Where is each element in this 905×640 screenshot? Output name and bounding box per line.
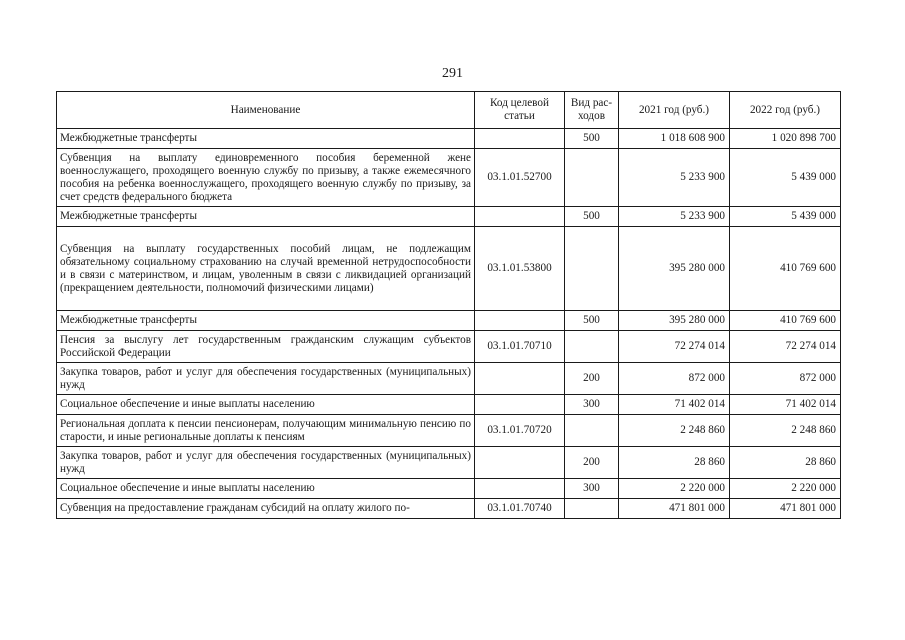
row-2021: 5 233 900 [619,149,730,207]
row-code [475,395,565,415]
row-type [565,227,619,311]
table-row [57,149,841,207]
table-row [57,331,841,363]
row-2022: 5 439 000 [730,149,841,207]
row-2021: 72 274 014 [619,331,730,363]
table-row [57,363,841,395]
row-name: Пенсия за выслугу лет государственным гражданским служащим субъектов Российской Федерации [57,331,475,363]
row-code [475,479,565,499]
table-row [57,395,841,415]
row-name: Закупка товаров, работ и услуг для обеспечения государственных (муниципальных) нужд [57,363,475,395]
table-row [57,499,841,519]
row-2021: 471 801 000 [619,499,730,519]
table-header-row [57,92,841,129]
row-2021: 28 860 [619,447,730,479]
table-row [57,227,841,311]
header-name: Наименование [57,92,475,129]
row-type: 300 [565,479,619,499]
table-row [57,447,841,479]
row-2022: 410 769 600 [730,311,841,331]
budget-table [56,91,841,519]
row-code [475,447,565,479]
row-name: Региональная доплата к пенсии пенсионерам, получающим минимальную пенсию по старости, и иные региональные доплаты к пенсиям [57,415,475,447]
row-code: 03.1.01.70720 [475,415,565,447]
table-row [57,129,841,149]
row-name: Субвенция на предоставление гражданам субсидий на оплату жилого по- [57,499,475,519]
row-type: 200 [565,447,619,479]
header-2021: 2021 год (руб.) [619,92,730,129]
row-name: Межбюджетные трансферты [57,311,475,331]
row-type [565,331,619,363]
row-2022: 1 020 898 700 [730,129,841,149]
row-name: Социальное обеспечение и иные выплаты населению [57,479,475,499]
row-code [475,207,565,227]
row-2022: 2 248 860 [730,415,841,447]
row-type: 300 [565,395,619,415]
row-2021: 5 233 900 [619,207,730,227]
row-2021: 71 402 014 [619,395,730,415]
row-2022: 410 769 600 [730,227,841,311]
row-code [475,363,565,395]
row-name: Субвенция на выплату единовременного пособия беременной жене военнослужащего, проходящего военную службу по призыву, а также ежемесячного пособия на ребенка военнослужащего, проходящего военную службу по призыву, за счет средств федерального бюджета [57,149,475,207]
row-2022: 2 220 000 [730,479,841,499]
row-2021: 1 018 608 900 [619,129,730,149]
row-2022: 72 274 014 [730,331,841,363]
row-type: 500 [565,311,619,331]
row-code: 03.1.01.70740 [475,499,565,519]
header-type: Вид рас-ходов [565,92,619,129]
row-2022: 471 801 000 [730,499,841,519]
row-type: 500 [565,129,619,149]
header-code: Код целевой статьи [475,92,565,129]
row-name: Межбюджетные трансферты [57,129,475,149]
row-name: Социальное обеспечение и иные выплаты населению [57,395,475,415]
row-2021: 395 280 000 [619,311,730,331]
header-2022: 2022 год (руб.) [730,92,841,129]
row-2021: 395 280 000 [619,227,730,311]
row-type: 500 [565,207,619,227]
row-type [565,415,619,447]
row-type [565,499,619,519]
row-name: Закупка товаров, работ и услуг для обеспечения государственных (муниципальных) нужд [57,447,475,479]
row-code: 03.1.01.52700 [475,149,565,207]
row-2022: 872 000 [730,363,841,395]
table-row [57,415,841,447]
row-2021: 2 248 860 [619,415,730,447]
row-type: 200 [565,363,619,395]
row-code: 03.1.01.70710 [475,331,565,363]
table-row [57,311,841,331]
table-row [57,207,841,227]
row-code: 03.1.01.53800 [475,227,565,311]
row-2021: 2 220 000 [619,479,730,499]
row-code [475,129,565,149]
row-2022: 28 860 [730,447,841,479]
table-row [57,479,841,499]
row-code [475,311,565,331]
row-2021: 872 000 [619,363,730,395]
row-type [565,149,619,207]
row-name: Субвенция на выплату государственных пособий лицам, не подлежащим обязательному социальному страхованию на случай временной нетрудоспособности и в связи с материнством, и лицам, уволенным в связи с ликвидацией организаций (прекращением деятельности, полномочий физическими лицами) [57,227,475,311]
row-2022: 71 402 014 [730,395,841,415]
row-2022: 5 439 000 [730,207,841,227]
row-name: Межбюджетные трансферты [57,207,475,227]
page-number: 291 [442,66,463,81]
